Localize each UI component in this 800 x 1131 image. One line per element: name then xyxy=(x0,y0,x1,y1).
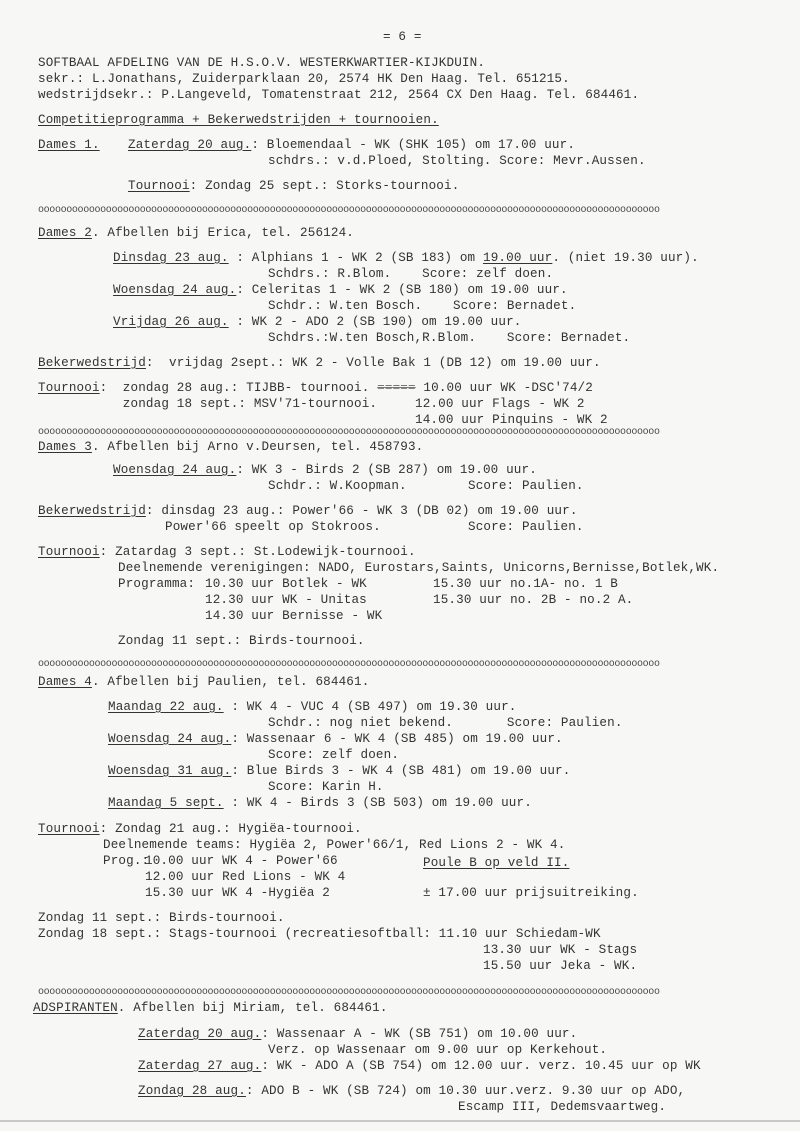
match-text: WK 4 - Birds 3 (SB 503) om 19.00 uur. xyxy=(246,796,532,810)
dames2-tournament-1 xyxy=(38,381,593,395)
dames3-participants: Deelnemende verenigingen: NADO, Eurostars,Saints, Unicorns,Bernisse,Botlek,WK. xyxy=(118,561,720,575)
match-date: Woensdag 24 aug. xyxy=(108,732,232,746)
dames4-prog-2: 12.00 uur Red Lions - WK 4 xyxy=(145,870,346,884)
separator: oooooooooooooooooooooooooooooooooooooooooooooooooooooooooooooooooooooooooooooooooooooooooooooooooooooooooooooo xyxy=(38,660,660,670)
dames3-cup xyxy=(38,504,578,518)
dames4-match-3 xyxy=(108,764,570,778)
dames3-header xyxy=(38,440,423,454)
match-text: : WK 3 - Birds 2 (SB 287) om 19.00 uur. xyxy=(236,463,537,477)
dames4-tournament xyxy=(38,822,362,836)
dames1-match xyxy=(128,138,575,152)
dames4-contact: . Afbellen bij Paulien, tel. 684461. xyxy=(91,675,370,689)
sep: : xyxy=(228,251,252,265)
dames3-program-5: 15.30 uur no. 2B - no.2 A. xyxy=(433,593,634,607)
tournament-text: : Zondag 25 sept.: Storks-tournooi. xyxy=(189,179,460,193)
match-date: Vrijdag 26 aug. xyxy=(113,315,229,329)
match-date: Maandag 5 sept. xyxy=(108,796,224,810)
dames2-cup xyxy=(38,356,601,370)
dames3-score: Score: Paulien. xyxy=(468,479,584,493)
dames1-match-text: : Bloemendaal - WK (SHK 105) om 17.00 uur. xyxy=(251,138,576,152)
match-date: Dinsdag 23 aug. xyxy=(113,251,229,265)
dames3-sunday: Zondag 11 sept.: Birds-tournooi. xyxy=(118,634,365,648)
sep: : xyxy=(223,796,247,810)
dames2-tournament-3-time: 14.00 uur Pinquins - WK 2 xyxy=(415,413,608,427)
cup-text: : vrijdag 2sept.: WK 2 - Volle Bak 1 (DB 12) om 19.00 uur. xyxy=(145,356,601,370)
dames3-label: Dames 3 xyxy=(38,440,92,454)
dames2-match-3-note: Schdrs.:W.ten Bosch,R.Blom. Score: Bernadet. xyxy=(268,331,631,345)
tournament-text: : Zondag 21 aug.: Hygiëa-tournooi. xyxy=(99,822,362,836)
dames3-program-label: Programma: xyxy=(118,577,196,591)
dames3-match xyxy=(113,463,537,477)
match-date: Zaterdag 20 aug. xyxy=(138,1027,262,1041)
dames4-match-1-note: Schdr.: nog niet bekend. Score: Paulien. xyxy=(268,716,623,730)
tournament-label: Tournooi xyxy=(38,545,100,559)
dames4-stags-1: 13.30 uur WK - Stags xyxy=(483,943,638,957)
dames2-match-2-note: Schdr.: W.ten Bosch. Score: Bernadet. xyxy=(268,299,577,313)
sep: : xyxy=(236,283,252,297)
dames4-match-2 xyxy=(108,732,563,746)
dames2-match-2 xyxy=(113,283,568,297)
match-time: 19.00 uur xyxy=(482,251,553,265)
match-date: Zondag 28 aug. xyxy=(138,1084,246,1098)
match-text: : WK - ADO A (SB 754) om 12.00 uur. verz. 10.45 uur op WK xyxy=(261,1059,701,1073)
dames4-teams: Deelnemende teams: Hygiëa 2, Power'66/1, Red Lions 2 - WK 4. xyxy=(103,838,566,852)
match-suffix: . (niet 19.30 uur). xyxy=(552,251,699,265)
match-text: Wassenaar 6 - WK 4 (SB 485) om 19.00 uur. xyxy=(246,732,563,746)
dames4-prog-1: 10.00 uur WK 4 - Power'66 xyxy=(145,854,338,868)
dames3-program-2: 12.30 uur WK - Unitas xyxy=(205,593,367,607)
dames2-match-3 xyxy=(113,315,522,329)
tournament-text: : Zatardag 3 sept.: St.Lodewijk-tournooi. xyxy=(99,545,416,559)
dames4-header xyxy=(38,675,369,689)
match-text: Blue Birds 3 - WK 4 (SB 481) om 19.00 uur. xyxy=(246,764,571,778)
adspiranten-label: ADSPIRANTEN xyxy=(33,1001,118,1015)
match-date: Woensdag 31 aug. xyxy=(108,764,232,778)
dames2-tournament-2 xyxy=(38,397,377,411)
dames3-program-1: 10.30 uur Botlek - WK xyxy=(205,577,367,591)
adspiranten-match-2 xyxy=(138,1059,701,1073)
adspiranten-match-1-note: Verz. op Wassenaar om 9.00 uur op Kerkehout. xyxy=(268,1043,608,1057)
tournament-time: 10.00 uur WK -DSC'74/2 xyxy=(415,381,593,395)
dames4-poule: Poule B op veld II. xyxy=(423,856,570,870)
dames4-match-2-note: Score: zelf doen. xyxy=(268,748,400,762)
match-text: : Wassenaar A - WK (SB 751) om 10.00 uur. xyxy=(261,1027,578,1041)
adspiranten-match-1 xyxy=(138,1027,577,1041)
sep: : xyxy=(231,732,247,746)
dames1-tournament xyxy=(128,179,459,193)
dames2-tournament-2-time: 12.00 uur Flags - WK 2 xyxy=(415,397,585,411)
separator: oooooooooooooooooooooooooooooooooooooooooooooooooooooooooooooooooooooooooooooooooooooooooooooooooooooooooooooo xyxy=(38,206,660,216)
dames3-officials: Schdr.: W.Koopman. xyxy=(268,479,407,493)
dames3-cup-score: Score: Paulien. xyxy=(468,520,584,534)
adspiranten-contact: . Afbellen bij Miriam, tel. 684461. xyxy=(117,1001,388,1015)
dames4-prog-label: Prog.: xyxy=(103,854,150,868)
dames3-tournament xyxy=(38,545,416,559)
page-bottom-edge xyxy=(0,1120,800,1122)
match-text: Celeritas 1 - WK 2 (SB 180) om 19.00 uur. xyxy=(251,283,568,297)
dames1-date: Zaterdag 20 aug. xyxy=(128,138,252,152)
dames2-contact: . Afbellen bij Erica, tel. 256124. xyxy=(91,226,355,240)
dames2-match-1-note: Schdrs.: R.Blom. Score: zelf doen. xyxy=(268,267,554,281)
club-title: SOFTBAAL AFDELING VAN DE H.S.O.V. WESTERKWARTIER-KIJKDUIN. xyxy=(38,56,486,70)
dames2-match-1 xyxy=(113,251,699,265)
adspiranten-match-3-note: Escamp III, Dedemsvaartweg. xyxy=(458,1100,667,1114)
match-date: Woensdag 24 aug. xyxy=(113,463,237,477)
dames1-officials: schdrs.: v.d.Ploed, Stolting. Score: Mevr.Aussen. xyxy=(268,154,646,168)
adspiranten-match-3 xyxy=(138,1084,685,1098)
match-text: WK 2 - ADO 2 (SB 190) om 19.00 uur. xyxy=(251,315,522,329)
dames4-prog-3: 15.30 uur WK 4 -Hygiëa 2 xyxy=(145,886,330,900)
tournament-label: Tournooi xyxy=(38,822,100,836)
dames3-program-4: 15.30 uur no.1A- no. 1 B xyxy=(433,577,618,591)
match-text: Alphians 1 - WK 2 (SB 183) om xyxy=(251,251,483,265)
sep: : xyxy=(228,315,252,329)
dames2-label: Dames 2 xyxy=(38,226,92,240)
cup-label: Bekerwedstrijd xyxy=(38,504,146,518)
struck-text: ===== xyxy=(377,381,416,395)
separator: oooooooooooooooooooooooooooooooooooooooooooooooooooooooooooooooooooooooooooooooooooooooooooooooooooooooooooooo xyxy=(38,988,660,998)
dames4-label: Dames 4 xyxy=(38,675,92,689)
sep: : xyxy=(231,764,247,778)
sep: : xyxy=(223,700,247,714)
match-date: Maandag 22 aug. xyxy=(108,700,224,714)
dames3-contact: . Afbellen bij Arno v.Deursen, tel. 458793. xyxy=(91,440,424,454)
cup-label: Bekerwedstrijd xyxy=(38,356,146,370)
dames4-match-4 xyxy=(108,796,532,810)
adspiranten-header xyxy=(33,1001,388,1015)
page-number: = 6 = xyxy=(383,30,422,44)
match-text: WK 4 - VUC 4 (SB 497) om 19.30 uur. xyxy=(246,700,517,714)
dames4-stags-2: 15.50 uur Jeka - WK. xyxy=(483,959,638,973)
dames2-header xyxy=(38,226,354,240)
tournament-text: zondag 18 sept.: MSV'71-tournooi. xyxy=(99,397,378,411)
match-text: : ADO B - WK (SB 724) om 10.30 uur.verz. 9.30 uur op ADO, xyxy=(245,1084,686,1098)
match-date: Zaterdag 27 aug. xyxy=(138,1059,262,1073)
dames4-sunday-2: Zondag 18 sept.: Stags-tournooi (recreatiesoftball: 11.10 uur Schiedam-WK xyxy=(38,927,601,941)
cup-text: : dinsdag 23 aug.: Power'66 - WK 3 (DB 02) om 19.00 uur. xyxy=(145,504,578,518)
tournament-label: Tournooi xyxy=(38,381,100,395)
dames4-match-1 xyxy=(108,700,517,714)
dames3-cup-note: Power'66 speelt op Stokroos. xyxy=(165,520,381,534)
secretary-line: sekr.: L.Jonathans, Zuiderparklaan 20, 2574 HK Den Haag. Tel. 651215. xyxy=(38,72,570,86)
tournament-label: Tournooi xyxy=(128,179,190,193)
match-secretary-line: wedstrijdsekr.: P.Langeveld, Tomatenstraat 212, 2564 CX Den Haag. Tel. 684461. xyxy=(38,88,640,102)
dames4-sunday-1: Zondag 11 sept.: Birds-tournooi. xyxy=(38,911,285,925)
separator: oooooooooooooooooooooooooooooooooooooooooooooooooooooooooooooooooooooooooooooooooooooooooooooooooooooooooooooo xyxy=(38,428,660,438)
match-date: Woensdag 24 aug. xyxy=(113,283,237,297)
dames3-program-3: 14.30 uur Bernisse - WK xyxy=(205,609,383,623)
dames4-prize: ± 17.00 uur prijsuitreiking. xyxy=(423,886,639,900)
dames1-label: Dames 1. xyxy=(38,138,100,152)
program-title: Competitieprogramma + Bekerwedstrijden + tournooien. xyxy=(38,113,439,127)
tournament-text: : zondag 28 aug.: TIJBB- tournooi. xyxy=(99,381,378,395)
dames4-match-3-note: Score: Karin H. xyxy=(268,780,384,794)
